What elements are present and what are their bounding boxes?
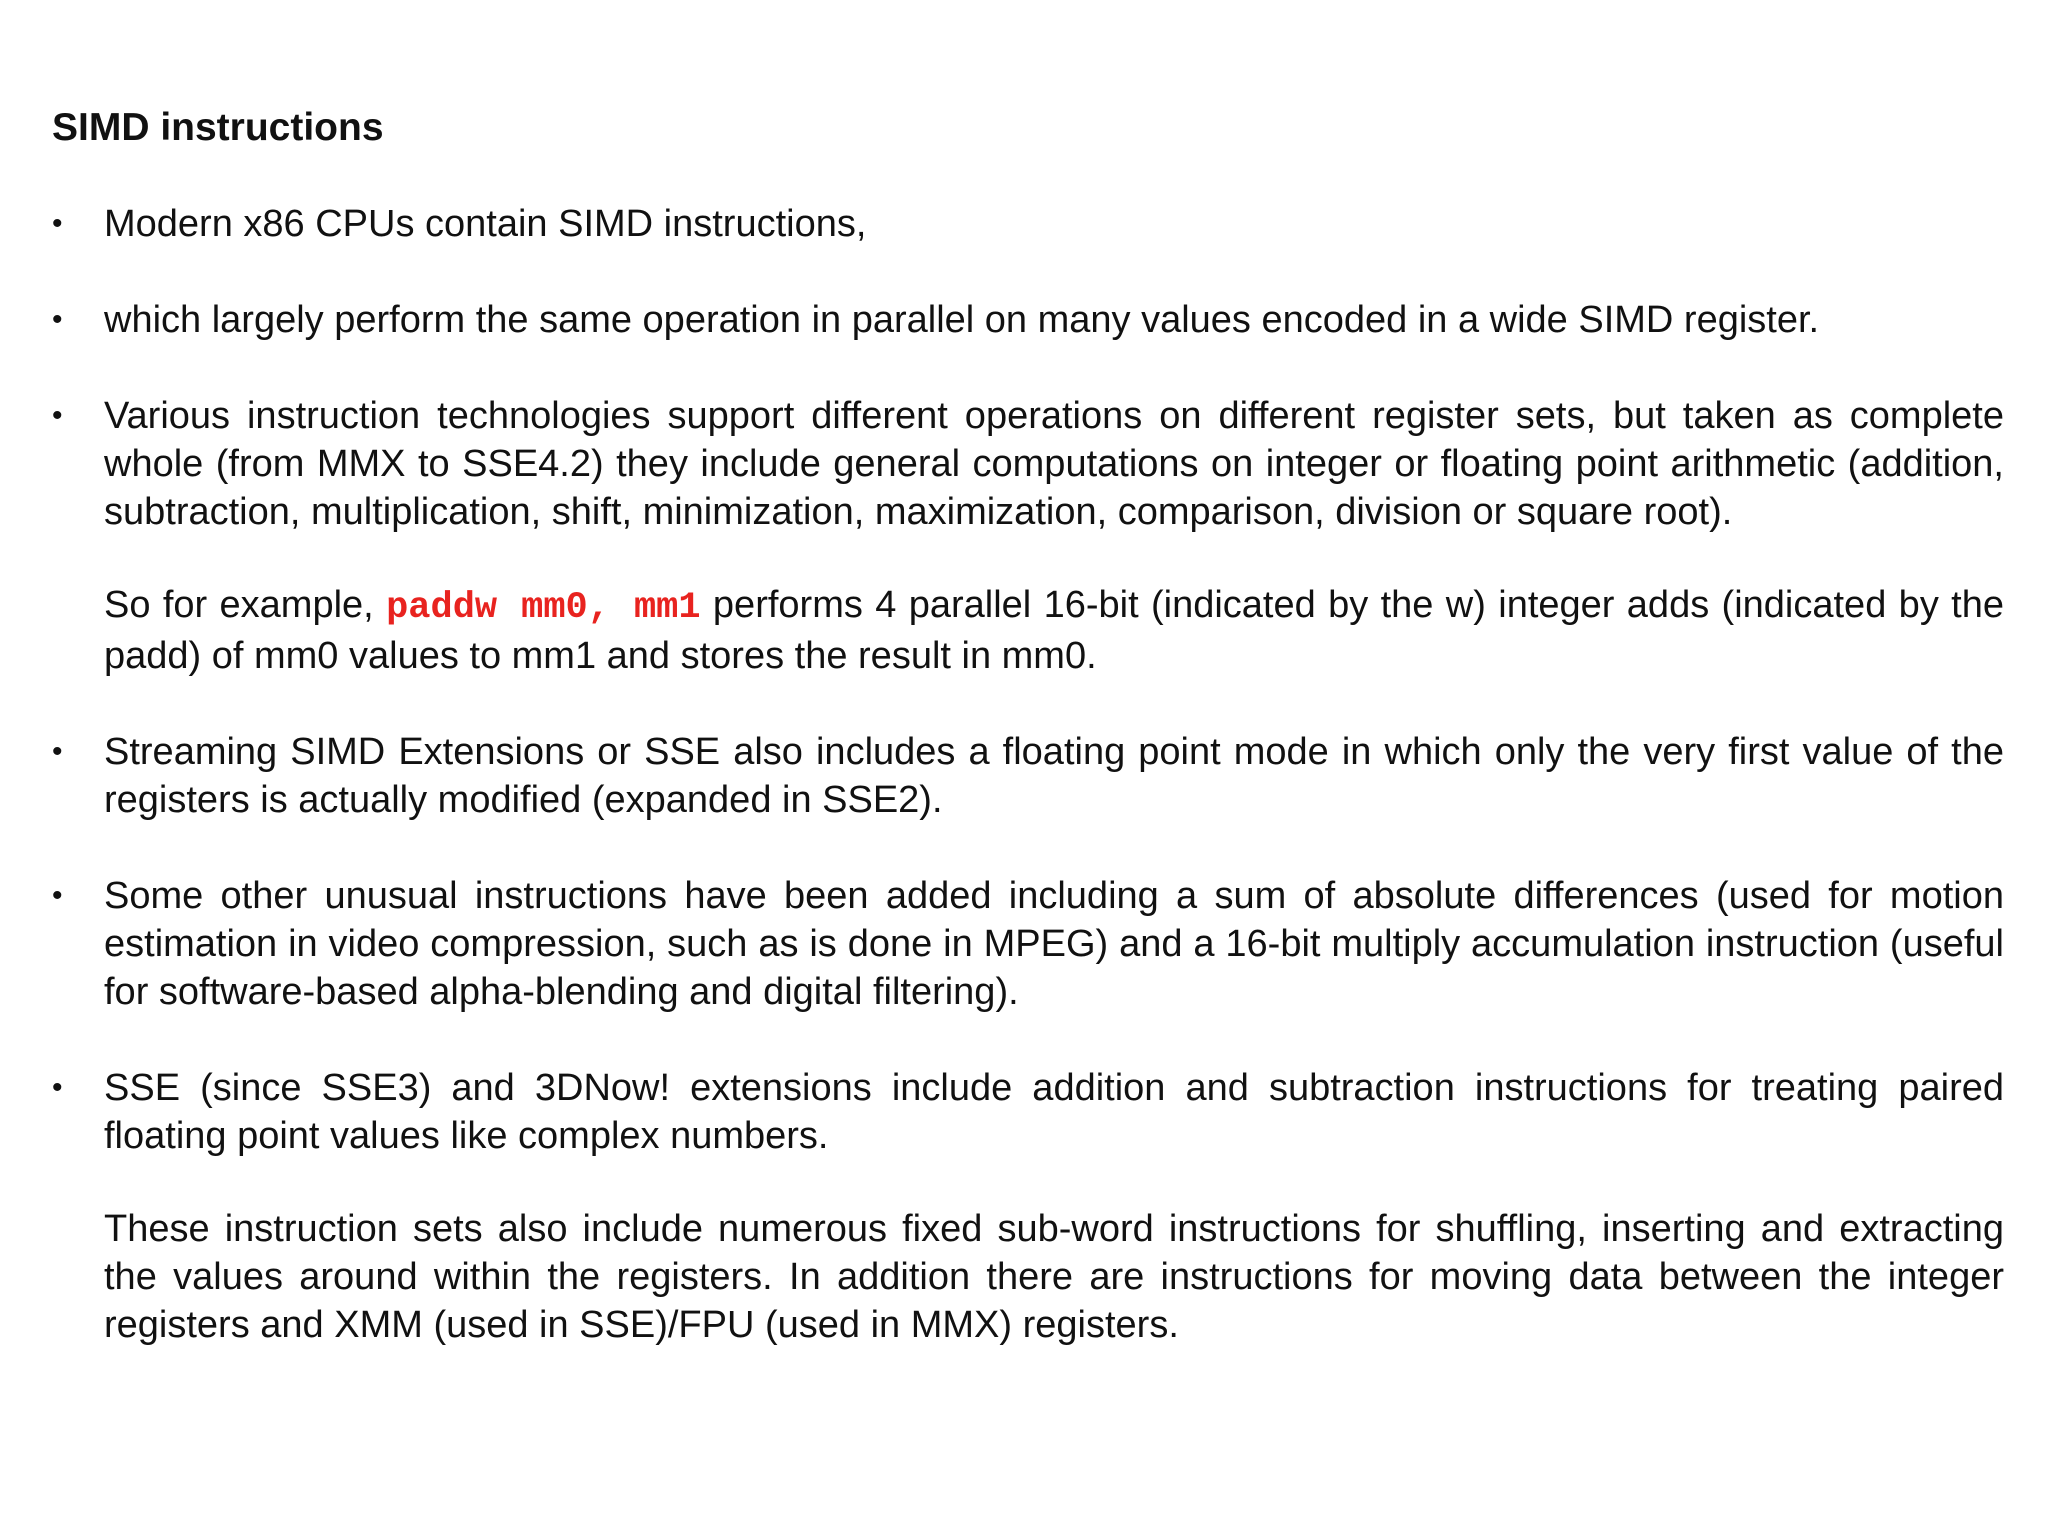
list-item — [52, 728, 2004, 824]
bullet-icon: • — [52, 735, 63, 768]
list-item — [52, 872, 2004, 1016]
example-intro-text: So for example, — [104, 584, 387, 626]
example-paragraph — [104, 581, 2004, 680]
bullet-text: Various instruction technologies support different operations on different register sets, but taken as complete whole (from MMX to SSE4.2) they include general computations on integer or floating point arithmetic (addition, subtraction, multiplication, shift, minimization, maximization, comparison, division or square root). — [104, 395, 2004, 533]
bullet-text: which largely perform the same operation in parallel on many values encoded in a wide SIMD register. — [104, 299, 1820, 341]
bullet-icon: • — [52, 399, 63, 432]
bullet-text: Streaming SIMD Extensions or SSE also includes a floating point mode in which only the very first value of the registers is actually modified (expanded in SSE2). — [104, 731, 2004, 821]
bullet-text: Some other unusual instructions have been added including a sum of absolute differences (used for motion estimation in video compression, such as is done in MPEG) and a 16-bit multiply accumulation instruction (useful for software-based alpha-blending and digital filtering). — [104, 875, 2004, 1013]
slide-content — [52, 104, 2004, 1397]
continuation-paragraph: These instruction sets also include numerous fixed sub-word instructions for shuffling, inserting and extracting the values around within the registers. In addition there are instructions for moving data between the integer registers and XMM (used in SSE)/FPU (used in MMX) registers. — [104, 1208, 2004, 1346]
list-item — [52, 392, 2004, 680]
bullet-text: SSE (since SSE3) and 3DNow! extensions include addition and subtraction instructions for treating paired floating point values like complex numbers. — [104, 1067, 2004, 1157]
bullet-text: Modern x86 CPUs contain SIMD instructions, — [104, 203, 867, 245]
list-item — [52, 1064, 2004, 1349]
page-title: SIMD instructions — [52, 106, 384, 149]
bullet-icon: • — [52, 879, 63, 912]
list-item — [52, 296, 2004, 344]
code-snippet: paddw mm0, mm1 — [386, 587, 701, 629]
bullet-list — [52, 200, 2004, 1349]
list-item — [52, 200, 2004, 248]
example-explanation-text: performs 4 parallel 16-bit (indicated by the w) integer adds (indicated by the padd) of mm0 values to mm1 and stores the result in mm0. — [104, 584, 2005, 677]
bullet-icon: • — [52, 207, 63, 240]
bullet-icon: • — [52, 1071, 63, 1104]
bullet-icon: • — [52, 303, 63, 336]
